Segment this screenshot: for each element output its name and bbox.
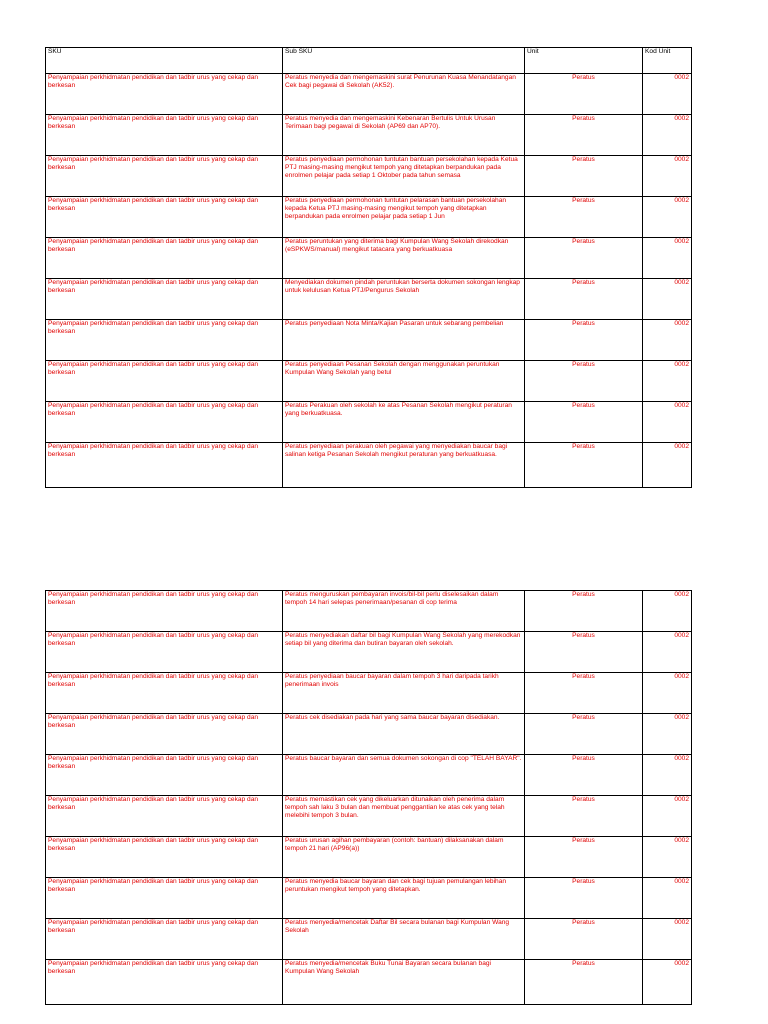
kod-unit-cell: 0002 (643, 919, 692, 960)
sub-sku-cell: Peratus penyediaan permohonan tuntutan pelarasan bantuan persekolahan kepada Ketua PTJ masing-masing mengikut tempoh yang ditetapkan berpandukan pada enrolmen pelajar pada setiap 1 Jun (283, 197, 525, 238)
kod-unit-cell: 0002 (643, 320, 692, 361)
sub-sku-cell: Peratus Perakuan oleh sekolah ke atas Pesanan Sekolah mengikut peraturan yang berkuatkuasa. (283, 402, 525, 443)
sub-sku-cell: Peratus cek disediakan pada hari yang sama baucar bayaran disediakan. (283, 714, 525, 755)
table-row (46, 74, 692, 115)
sub-sku-cell: Menyediakan dokumen pindah peruntukan berserta dokumen sokongan lengkap untuk kelulusan Ketua PTJ/Pengurus Sekolah (283, 279, 525, 320)
sku-cell: Penyampaian perkhidmatan pendidikan dan tadbir urus yang cekap dan berkesan (46, 361, 283, 402)
unit-cell: Peratus (525, 796, 643, 837)
sub-sku-cell: Peratus menyedia baucar bayaran dan cek bagi tujuan pemulangan lebihan peruntukan mengikut tempoh yang ditetapkan. (283, 878, 525, 919)
sub-sku-cell: Peratus penyediaan baucar bayaran dalam tempoh 3 hari daripada tarikh penerimaan invois (283, 673, 525, 714)
kod-unit-cell: 0002 (643, 755, 692, 796)
kod-unit-cell: 0002 (643, 673, 692, 714)
table-row (46, 591, 692, 632)
table-row (46, 156, 692, 197)
kod-unit-cell: 0002 (643, 238, 692, 279)
kod-unit-cell: 0002 (643, 591, 692, 632)
sub-sku-cell: Peratus baucar bayaran dan semua dokumen sokongan di cop "TELAH BAYAR". (283, 755, 525, 796)
kod-unit-cell: 0002 (643, 960, 692, 1005)
table-row (46, 673, 692, 714)
sku-cell: Penyampaian perkhidmatan pendidikan dan tadbir urus yang cekap dan berkesan (46, 74, 283, 115)
unit-cell: Peratus (525, 197, 643, 238)
sub-sku-cell: Peratus menyedia/mencetak Buku Tunai Bayaran secara bulanan bagi Kumpulan Wang Sekolah (283, 960, 525, 1005)
kod-unit-cell: 0002 (643, 878, 692, 919)
table-row (46, 878, 692, 919)
unit-cell: Peratus (525, 279, 643, 320)
sub-sku-cell: Peratus menyediakan daftar bil bagi Kumpulan Wang Sekolah yang merekodkan setiap bil yang diterima dan butiran bayaran oleh sekolah. (283, 632, 525, 673)
sub-sku-cell: Peratus memastikan cek yang dikeluarkan ditunaikan oleh penerima dalam tempoh sah laku 3 bulan dan membuat penggantian ke atas cek yang telah melebihi tempoh 3 bulan. (283, 796, 525, 837)
kod-unit-cell: 0002 (643, 156, 692, 197)
table-row (46, 402, 692, 443)
unit-cell: Peratus (525, 115, 643, 156)
unit-cell: Peratus (525, 320, 643, 361)
table-row (46, 197, 692, 238)
sku-cell: Penyampaian perkhidmatan pendidikan dan tadbir urus yang cekap dan berkesan (46, 919, 283, 960)
kod-unit-cell: 0002 (643, 402, 692, 443)
header-sub-sku: Sub SKU (283, 48, 525, 74)
sku-table-top (45, 47, 692, 488)
sub-sku-cell: Peratus penyediaan Nota Minta/Kajian Pasaran untuk sebarang pembelian (283, 320, 525, 361)
sku-cell: Penyampaian perkhidmatan pendidikan dan tadbir urus yang cekap dan berkesan (46, 673, 283, 714)
table-row (46, 632, 692, 673)
sku-cell: Penyampaian perkhidmatan pendidikan dan tadbir urus yang cekap dan berkesan (46, 238, 283, 279)
kod-unit-cell: 0002 (643, 361, 692, 402)
sub-sku-cell: Peratus peruntukan yang diterima bagi Kumpulan Wang Sekolah direkodkan (eSPKWS/manual) mengikut tatacara yang berkuatkuasa (283, 238, 525, 279)
kod-unit-cell: 0002 (643, 796, 692, 837)
header-kod-unit: Kod Unit (643, 48, 692, 74)
sku-cell: Penyampaian perkhidmatan pendidikan dan tadbir urus yang cekap dan berkesan (46, 115, 283, 156)
unit-cell: Peratus (525, 74, 643, 115)
sku-cell: Penyampaian perkhidmatan pendidikan dan tadbir urus yang cekap dan berkesan (46, 402, 283, 443)
sku-cell: Penyampaian perkhidmatan pendidikan dan tadbir urus yang cekap dan berkesan (46, 197, 283, 238)
sub-sku-cell: Peratus urusan agihan pembayaran (contoh: bantuan) dilaksanakan dalam tempoh 21 hari (AP96(a)) (283, 837, 525, 878)
unit-cell: Peratus (525, 402, 643, 443)
table-row (46, 796, 692, 837)
table-row (46, 960, 692, 1005)
unit-cell: Peratus (525, 361, 643, 402)
table-row (46, 837, 692, 878)
kod-unit-cell: 0002 (643, 837, 692, 878)
unit-cell: Peratus (525, 878, 643, 919)
table-row (46, 361, 692, 402)
sub-sku-cell: Peratus penyediaan perakuan oleh pegawai yang menyediakan baucar bagi salinan ketiga Pesanan Sekolah mengikut peraturan yang berkuatkuasa. (283, 443, 525, 488)
unit-cell: Peratus (525, 837, 643, 878)
sku-cell: Penyampaian perkhidmatan pendidikan dan tadbir urus yang cekap dan berkesan (46, 714, 283, 755)
kod-unit-cell: 0002 (643, 443, 692, 488)
unit-cell: Peratus (525, 960, 643, 1005)
unit-cell: Peratus (525, 238, 643, 279)
table-row (46, 320, 692, 361)
sku-cell: Penyampaian perkhidmatan pendidikan dan tadbir urus yang cekap dan berkesan (46, 755, 283, 796)
sub-sku-cell: Peratus penyediaan Pesanan Sekolah dengan menggunakan peruntukan Kumpulan Wang Sekolah yang betul (283, 361, 525, 402)
table-row (46, 919, 692, 960)
unit-cell: Peratus (525, 443, 643, 488)
kod-unit-cell: 0002 (643, 74, 692, 115)
sub-sku-cell: Peratus menyedia/mencetak Daftar Bil secara bulanan bagi Kumpulan Wang Sekolah (283, 919, 525, 960)
sku-cell: Penyampaian perkhidmatan pendidikan dan tadbir urus yang cekap dan berkesan (46, 960, 283, 1005)
table-row (46, 714, 692, 755)
table-row (46, 279, 692, 320)
kod-unit-cell: 0002 (643, 632, 692, 673)
unit-cell: Peratus (525, 919, 643, 960)
table-row (46, 115, 692, 156)
sku-cell: Penyampaian perkhidmatan pendidikan dan tadbir urus yang cekap dan berkesan (46, 279, 283, 320)
table-row (46, 755, 692, 796)
table-row (46, 238, 692, 279)
sku-table-bottom (45, 590, 692, 1005)
kod-unit-cell: 0002 (643, 115, 692, 156)
sku-cell: Penyampaian perkhidmatan pendidikan dan tadbir urus yang cekap dan berkesan (46, 156, 283, 197)
unit-cell: Peratus (525, 714, 643, 755)
sub-sku-cell: Peratus menguruskan pembayaran invois/bil-bil perlu diselesaikan dalam tempoh 14 hari selepas penerimaan/pesanan di cop terima (283, 591, 525, 632)
sku-cell: Penyampaian perkhidmatan pendidikan dan tadbir urus yang cekap dan berkesan (46, 443, 283, 488)
kod-unit-cell: 0002 (643, 714, 692, 755)
header-sku: SKU (46, 48, 283, 74)
unit-cell: Peratus (525, 632, 643, 673)
kod-unit-cell: 0002 (643, 197, 692, 238)
kod-unit-cell: 0002 (643, 279, 692, 320)
unit-cell: Peratus (525, 673, 643, 714)
table-row (46, 443, 692, 488)
sku-cell: Penyampaian perkhidmatan pendidikan dan tadbir urus yang cekap dan berkesan (46, 837, 283, 878)
sku-cell: Penyampaian perkhidmatan pendidikan dan tadbir urus yang cekap dan berkesan (46, 632, 283, 673)
unit-cell: Peratus (525, 591, 643, 632)
header-row (46, 48, 692, 74)
sku-cell: Penyampaian perkhidmatan pendidikan dan tadbir urus yang cekap dan berkesan (46, 796, 283, 837)
sub-sku-cell: Peratus penyediaan permohonan tuntutan bantuan persekolahan kepada Ketua PTJ masing-masing mengikut tempoh yang ditetapkan berpandukan pada enrolmen pelajar pada setiap 1 Oktober pada tahun semasa (283, 156, 525, 197)
unit-cell: Peratus (525, 156, 643, 197)
sku-cell: Penyampaian perkhidmatan pendidikan dan tadbir urus yang cekap dan berkesan (46, 591, 283, 632)
unit-cell: Peratus (525, 755, 643, 796)
header-unit: Unit (525, 48, 643, 74)
sub-sku-cell: Peratus menyedia dan mengemaskini Kebenaran Bertulis Untuk Urusan Terimaan bagi pegawai di Sekolah (AP69 dan AP70). (283, 115, 525, 156)
sku-cell: Penyampaian perkhidmatan pendidikan dan tadbir urus yang cekap dan berkesan (46, 320, 283, 361)
sku-cell: Penyampaian perkhidmatan pendidikan dan tadbir urus yang cekap dan berkesan (46, 878, 283, 919)
sub-sku-cell: Peratus menyedia dan mengemaskini surat Penurunan Kuasa Menandatangan Cek bagi pegawai di Sekolah (AK52). (283, 74, 525, 115)
